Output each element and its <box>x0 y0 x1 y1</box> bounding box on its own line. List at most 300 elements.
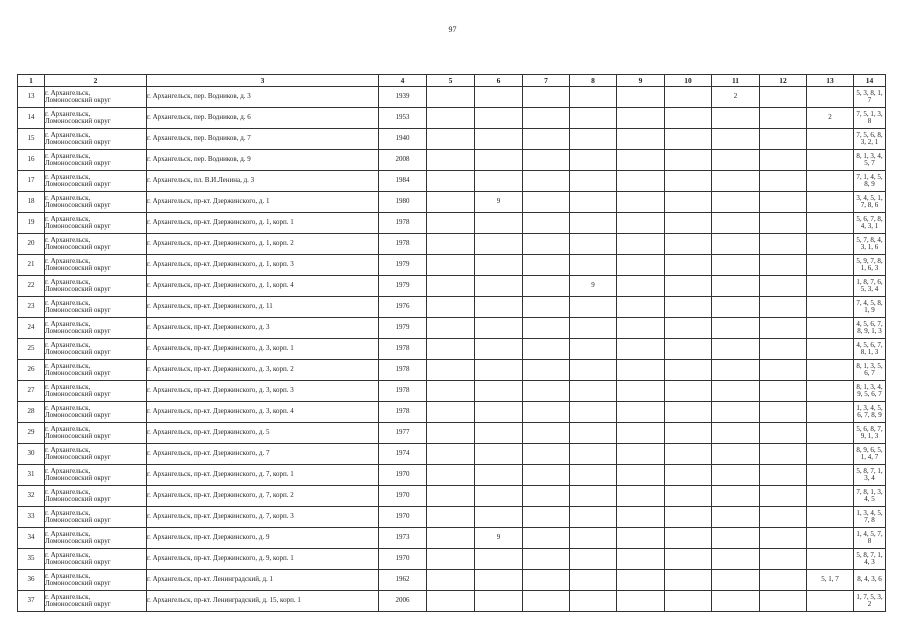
col-10-cell <box>665 360 712 381</box>
address-cell: г. Архангельск, пр-кт. Дзержинского, д. 9, корп. 1 <box>147 549 379 570</box>
district-cell: г. Архангельск, Ломоносовский округ <box>45 570 147 591</box>
district-cell: г. Архангельск, Ломоносовский округ <box>45 297 147 318</box>
year-cell: 1980 <box>379 192 427 213</box>
col-9-cell <box>617 297 665 318</box>
col-7-cell <box>523 192 570 213</box>
col-7-cell <box>523 213 570 234</box>
col-6-cell <box>475 423 523 444</box>
column-header-13: 13 <box>807 75 854 87</box>
col-11-cell <box>712 276 760 297</box>
col-6-cell <box>475 486 523 507</box>
col-13-cell <box>807 150 854 171</box>
col-14-cell: 7, 5, 1, 3, 8 <box>854 108 886 129</box>
col-14-cell: 5, 9, 7, 8, 1, 6, 3 <box>854 255 886 276</box>
district-cell: г. Архангельск, Ломоносовский округ <box>45 213 147 234</box>
col-9-cell <box>617 108 665 129</box>
row-number: 21 <box>18 255 45 276</box>
col-13-cell <box>807 213 854 234</box>
address-cell: г. Архангельск, пр-кт. Дзержинского, д. 1, корп. 2 <box>147 234 379 255</box>
row-number: 14 <box>18 108 45 129</box>
col-13-cell: 2 <box>807 108 854 129</box>
col-7-cell <box>523 129 570 150</box>
col-9-cell <box>617 444 665 465</box>
col-7-cell <box>523 507 570 528</box>
col-5-cell <box>427 213 475 234</box>
table-row <box>18 171 886 192</box>
row-number: 19 <box>18 213 45 234</box>
col-7-cell <box>523 297 570 318</box>
district-cell: г. Архангельск, Ломоносовский округ <box>45 507 147 528</box>
col-12-cell <box>760 591 807 612</box>
address-cell: г. Архангельск, пр-кт. Дзержинского, д. 9 <box>147 528 379 549</box>
col-11-cell <box>712 150 760 171</box>
col-10-cell <box>665 507 712 528</box>
col-11-cell <box>712 402 760 423</box>
col-13-cell <box>807 507 854 528</box>
table-row <box>18 528 886 549</box>
address-cell: г. Архангельск, пр-кт. Дзержинского, д. 7 <box>147 444 379 465</box>
col-6-cell <box>475 570 523 591</box>
col-8-cell <box>570 528 617 549</box>
col-13-cell <box>807 549 854 570</box>
row-number: 35 <box>18 549 45 570</box>
table-row <box>18 318 886 339</box>
table-row <box>18 87 886 108</box>
table-row <box>18 402 886 423</box>
table-row <box>18 192 886 213</box>
year-cell: 1953 <box>379 108 427 129</box>
col-11-cell <box>712 213 760 234</box>
col-7-cell <box>523 444 570 465</box>
year-cell: 1940 <box>379 129 427 150</box>
address-cell: г. Архангельск, пр-кт. Дзержинского, д. 1, корп. 3 <box>147 255 379 276</box>
year-cell: 1939 <box>379 87 427 108</box>
col-12-cell <box>760 171 807 192</box>
col-7-cell <box>523 276 570 297</box>
col-10-cell <box>665 192 712 213</box>
col-12-cell <box>760 150 807 171</box>
col-6-cell <box>475 297 523 318</box>
col-10-cell <box>665 486 712 507</box>
col-9-cell <box>617 528 665 549</box>
col-8-cell <box>570 339 617 360</box>
col-6-cell: 9 <box>475 192 523 213</box>
district-cell: г. Архангельск, Ломоносовский округ <box>45 318 147 339</box>
year-cell: 1970 <box>379 507 427 528</box>
col-10-cell <box>665 402 712 423</box>
table-row <box>18 591 886 612</box>
col-11-cell <box>712 297 760 318</box>
col-6-cell <box>475 465 523 486</box>
col-12-cell <box>760 192 807 213</box>
year-cell: 1970 <box>379 465 427 486</box>
col-13-cell <box>807 528 854 549</box>
col-9-cell <box>617 549 665 570</box>
col-12-cell <box>760 423 807 444</box>
col-10-cell <box>665 87 712 108</box>
col-7-cell <box>523 465 570 486</box>
col-11-cell <box>712 591 760 612</box>
col-5-cell <box>427 129 475 150</box>
col-7-cell <box>523 528 570 549</box>
col-5-cell <box>427 486 475 507</box>
col-9-cell <box>617 465 665 486</box>
col-5-cell <box>427 318 475 339</box>
col-7-cell <box>523 360 570 381</box>
col-8-cell <box>570 297 617 318</box>
col-10-cell <box>665 444 712 465</box>
col-5-cell <box>427 465 475 486</box>
col-14-cell: 4, 5, 6, 7, 8, 1, 3 <box>854 339 886 360</box>
col-6-cell <box>475 402 523 423</box>
year-cell: 1978 <box>379 213 427 234</box>
col-6-cell <box>475 108 523 129</box>
col-12-cell <box>760 444 807 465</box>
address-cell: г. Архангельск, пр-кт. Дзержинского, д. 3 <box>147 318 379 339</box>
district-cell: г. Архангельск, Ломоносовский округ <box>45 255 147 276</box>
col-13-cell <box>807 444 854 465</box>
row-number: 23 <box>18 297 45 318</box>
col-7-cell <box>523 549 570 570</box>
address-cell: г. Архангельск, пер. Водников, д. 7 <box>147 129 379 150</box>
address-cell: г. Архангельск, пр-кт. Дзержинского, д. 3, корп. 4 <box>147 402 379 423</box>
col-12-cell <box>760 234 807 255</box>
col-13-cell <box>807 318 854 339</box>
col-6-cell <box>475 150 523 171</box>
district-cell: г. Архангельск, Ломоносовский округ <box>45 276 147 297</box>
col-13-cell <box>807 465 854 486</box>
address-cell: г. Архангельск, пр-кт. Дзержинского, д. 1, корп. 1 <box>147 213 379 234</box>
address-cell: г. Архангельск, пр-кт. Дзержинского, д. 1, корп. 4 <box>147 276 379 297</box>
district-cell: г. Архангельск, Ломоносовский округ <box>45 465 147 486</box>
col-13-cell <box>807 360 854 381</box>
address-cell: г. Архангельск, пер. Водников, д. 9 <box>147 150 379 171</box>
year-cell: 1979 <box>379 255 427 276</box>
col-11-cell <box>712 339 760 360</box>
district-cell: г. Архангельск, Ломоносовский округ <box>45 402 147 423</box>
col-5-cell <box>427 402 475 423</box>
col-8-cell <box>570 234 617 255</box>
col-14-cell: 5, 8, 7, 1, 4, 3 <box>854 549 886 570</box>
col-6-cell <box>475 549 523 570</box>
address-cell: г. Архангельск, пр-кт. Дзержинского, д. 3, корп. 2 <box>147 360 379 381</box>
col-8-cell: 9 <box>570 276 617 297</box>
col-7-cell <box>523 171 570 192</box>
register-table <box>17 74 886 612</box>
year-cell: 1978 <box>379 402 427 423</box>
col-11-cell <box>712 570 760 591</box>
col-11-cell <box>712 234 760 255</box>
col-12-cell <box>760 528 807 549</box>
col-9-cell <box>617 402 665 423</box>
table-row <box>18 507 886 528</box>
column-header-6: 6 <box>475 75 523 87</box>
district-cell: г. Архангельск, Ломоносовский округ <box>45 108 147 129</box>
col-6-cell <box>475 381 523 402</box>
col-8-cell <box>570 549 617 570</box>
col-12-cell <box>760 549 807 570</box>
row-number: 37 <box>18 591 45 612</box>
year-cell: 1978 <box>379 360 427 381</box>
col-13-cell <box>807 276 854 297</box>
col-14-cell: 1, 3, 4, 5, 7, 8 <box>854 507 886 528</box>
address-cell: г. Архангельск, пр-кт. Дзержинского, д. 3, корп. 3 <box>147 381 379 402</box>
col-12-cell <box>760 255 807 276</box>
year-cell: 1970 <box>379 549 427 570</box>
col-13-cell <box>807 591 854 612</box>
row-number: 31 <box>18 465 45 486</box>
col-14-cell: 4, 5, 6, 7, 8, 9, 1, 3 <box>854 318 886 339</box>
col-8-cell <box>570 318 617 339</box>
col-9-cell <box>617 360 665 381</box>
col-14-cell: 8, 1, 3, 4, 5, 7 <box>854 150 886 171</box>
col-14-cell: 1, 4, 5, 7, 8 <box>854 528 886 549</box>
col-10-cell <box>665 213 712 234</box>
row-number: 36 <box>18 570 45 591</box>
table-row <box>18 255 886 276</box>
table-row <box>18 150 886 171</box>
year-cell: 1978 <box>379 339 427 360</box>
address-cell: г. Архангельск, пр-кт. Дзержинского, д. 11 <box>147 297 379 318</box>
col-14-cell: 8, 9, 6, 5, 1, 4, 7 <box>854 444 886 465</box>
col-10-cell <box>665 381 712 402</box>
col-14-cell: 7, 1, 4, 5, 8, 9 <box>854 171 886 192</box>
year-cell: 1974 <box>379 444 427 465</box>
district-cell: г. Архангельск, Ломоносовский округ <box>45 528 147 549</box>
row-number: 22 <box>18 276 45 297</box>
district-cell: г. Архангельск, Ломоносовский округ <box>45 129 147 150</box>
col-7-cell <box>523 570 570 591</box>
col-13-cell <box>807 192 854 213</box>
row-number: 29 <box>18 423 45 444</box>
row-number: 16 <box>18 150 45 171</box>
row-number: 30 <box>18 444 45 465</box>
col-6-cell <box>475 234 523 255</box>
year-cell: 1979 <box>379 276 427 297</box>
col-8-cell <box>570 465 617 486</box>
address-cell: г. Архангельск, пр-кт. Ленинградский, д. 15, корп. 1 <box>147 591 379 612</box>
col-9-cell <box>617 381 665 402</box>
col-8-cell <box>570 381 617 402</box>
col-10-cell <box>665 171 712 192</box>
col-12-cell <box>760 360 807 381</box>
col-6-cell <box>475 591 523 612</box>
col-13-cell <box>807 171 854 192</box>
col-6-cell <box>475 318 523 339</box>
col-14-cell: 7, 8, 1, 3, 4, 5 <box>854 486 886 507</box>
column-header-11: 11 <box>712 75 760 87</box>
col-12-cell <box>760 129 807 150</box>
col-11-cell <box>712 108 760 129</box>
col-5-cell <box>427 591 475 612</box>
table-row <box>18 297 886 318</box>
col-13-cell <box>807 297 854 318</box>
col-13-cell <box>807 423 854 444</box>
col-14-cell: 3, 4, 5, 1, 7, 8, 6 <box>854 192 886 213</box>
col-10-cell <box>665 276 712 297</box>
table-row <box>18 276 886 297</box>
address-cell: г. Архангельск, пр-кт. Дзержинского, д. 7, корп. 2 <box>147 486 379 507</box>
col-9-cell <box>617 591 665 612</box>
col-10-cell <box>665 255 712 276</box>
col-12-cell <box>760 339 807 360</box>
col-14-cell: 8, 1, 3, 5, 6, 7 <box>854 360 886 381</box>
col-6-cell: 9 <box>475 528 523 549</box>
column-header-9: 9 <box>617 75 665 87</box>
year-cell: 1962 <box>379 570 427 591</box>
col-9-cell <box>617 129 665 150</box>
col-13-cell <box>807 255 854 276</box>
col-12-cell <box>760 213 807 234</box>
col-6-cell <box>475 339 523 360</box>
row-number: 33 <box>18 507 45 528</box>
col-9-cell <box>617 255 665 276</box>
row-number: 20 <box>18 234 45 255</box>
col-12-cell <box>760 402 807 423</box>
column-header-14: 14 <box>854 75 886 87</box>
col-7-cell <box>523 234 570 255</box>
district-cell: г. Архангельск, Ломоносовский округ <box>45 444 147 465</box>
col-8-cell <box>570 150 617 171</box>
row-number: 27 <box>18 381 45 402</box>
col-14-cell: 8, 1, 3, 4, 9, 5, 6, 7 <box>854 381 886 402</box>
table-row <box>18 444 886 465</box>
col-5-cell <box>427 234 475 255</box>
address-cell: г. Архангельск, пр-кт. Дзержинского, д. 1 <box>147 192 379 213</box>
col-5-cell <box>427 255 475 276</box>
col-5-cell <box>427 570 475 591</box>
col-7-cell <box>523 381 570 402</box>
address-cell: г. Архангельск, пр-кт. Дзержинского, д. 7, корп. 3 <box>147 507 379 528</box>
column-header-8: 8 <box>570 75 617 87</box>
col-7-cell <box>523 591 570 612</box>
address-cell: г. Архангельск, пер. Водников, д. 3 <box>147 87 379 108</box>
col-6-cell <box>475 213 523 234</box>
col-9-cell <box>617 318 665 339</box>
table-row <box>18 129 886 150</box>
address-cell: г. Архангельск, пр-кт. Дзержинского, д. 5 <box>147 423 379 444</box>
col-12-cell <box>760 381 807 402</box>
col-14-cell: 5, 3, 8, 1, 7 <box>854 87 886 108</box>
col-9-cell <box>617 423 665 444</box>
col-13-cell <box>807 234 854 255</box>
district-cell: г. Архангельск, Ломоносовский округ <box>45 171 147 192</box>
col-14-cell: 1, 8, 7, 6, 5, 3, 4 <box>854 276 886 297</box>
col-7-cell <box>523 87 570 108</box>
col-10-cell <box>665 297 712 318</box>
col-8-cell <box>570 570 617 591</box>
year-cell: 2006 <box>379 591 427 612</box>
col-6-cell <box>475 255 523 276</box>
col-10-cell <box>665 108 712 129</box>
col-10-cell <box>665 570 712 591</box>
row-number: 32 <box>18 486 45 507</box>
col-9-cell <box>617 192 665 213</box>
col-12-cell <box>760 318 807 339</box>
col-6-cell <box>475 360 523 381</box>
address-cell: г. Архангельск, пл. В.И.Ленина, д. 3 <box>147 171 379 192</box>
table-row <box>18 549 886 570</box>
col-10-cell <box>665 528 712 549</box>
col-7-cell <box>523 402 570 423</box>
col-5-cell <box>427 507 475 528</box>
row-number: 26 <box>18 360 45 381</box>
column-header-5: 5 <box>427 75 475 87</box>
col-9-cell <box>617 507 665 528</box>
col-8-cell <box>570 108 617 129</box>
col-7-cell <box>523 150 570 171</box>
col-9-cell <box>617 87 665 108</box>
year-cell: 2008 <box>379 150 427 171</box>
col-9-cell <box>617 171 665 192</box>
col-8-cell <box>570 360 617 381</box>
address-cell: г. Архангельск, пр-кт. Дзержинского, д. 3, корп. 1 <box>147 339 379 360</box>
col-13-cell: 5, 1, 7 <box>807 570 854 591</box>
col-5-cell <box>427 192 475 213</box>
col-14-cell: 1, 7, 5, 3, 2 <box>854 591 886 612</box>
col-11-cell <box>712 255 760 276</box>
district-cell: г. Архангельск, Ломоносовский округ <box>45 423 147 444</box>
col-12-cell <box>760 465 807 486</box>
col-8-cell <box>570 171 617 192</box>
column-header-10: 10 <box>665 75 712 87</box>
col-8-cell <box>570 255 617 276</box>
column-header-3: 3 <box>147 75 379 87</box>
col-10-cell <box>665 591 712 612</box>
col-11-cell <box>712 423 760 444</box>
col-5-cell <box>427 549 475 570</box>
table-body <box>18 87 886 612</box>
page-number: 97 <box>448 25 457 34</box>
district-cell: г. Архангельск, Ломоносовский округ <box>45 381 147 402</box>
col-5-cell <box>427 339 475 360</box>
table-row <box>18 465 886 486</box>
table-row <box>18 486 886 507</box>
col-11-cell: 2 <box>712 87 760 108</box>
col-13-cell <box>807 381 854 402</box>
col-6-cell <box>475 507 523 528</box>
col-9-cell <box>617 486 665 507</box>
col-14-cell: 5, 7, 8, 4, 3, 1, 6 <box>854 234 886 255</box>
district-cell: г. Архангельск, Ломоносовский округ <box>45 87 147 108</box>
col-11-cell <box>712 129 760 150</box>
col-11-cell <box>712 171 760 192</box>
address-cell: г. Архангельск, пр-кт. Дзержинского, д. 7, корп. 1 <box>147 465 379 486</box>
col-6-cell <box>475 87 523 108</box>
col-11-cell <box>712 549 760 570</box>
col-12-cell <box>760 486 807 507</box>
col-6-cell <box>475 276 523 297</box>
table-row <box>18 339 886 360</box>
col-10-cell <box>665 150 712 171</box>
table-row <box>18 234 886 255</box>
col-14-cell: 5, 6, 7, 8, 4, 3, 1 <box>854 213 886 234</box>
table-row <box>18 381 886 402</box>
col-8-cell <box>570 507 617 528</box>
district-cell: г. Архангельск, Ломоносовский округ <box>45 360 147 381</box>
col-14-cell: 8, 4, 3, 6 <box>854 570 886 591</box>
col-12-cell <box>760 507 807 528</box>
column-header-4: 4 <box>379 75 427 87</box>
col-11-cell <box>712 318 760 339</box>
year-cell: 1977 <box>379 423 427 444</box>
district-cell: г. Архангельск, Ломоносовский округ <box>45 192 147 213</box>
col-14-cell: 7, 5, 6, 8, 3, 2, 1 <box>854 129 886 150</box>
year-cell: 1984 <box>379 171 427 192</box>
col-5-cell <box>427 297 475 318</box>
district-cell: г. Архангельск, Ломоносовский округ <box>45 339 147 360</box>
col-8-cell <box>570 87 617 108</box>
